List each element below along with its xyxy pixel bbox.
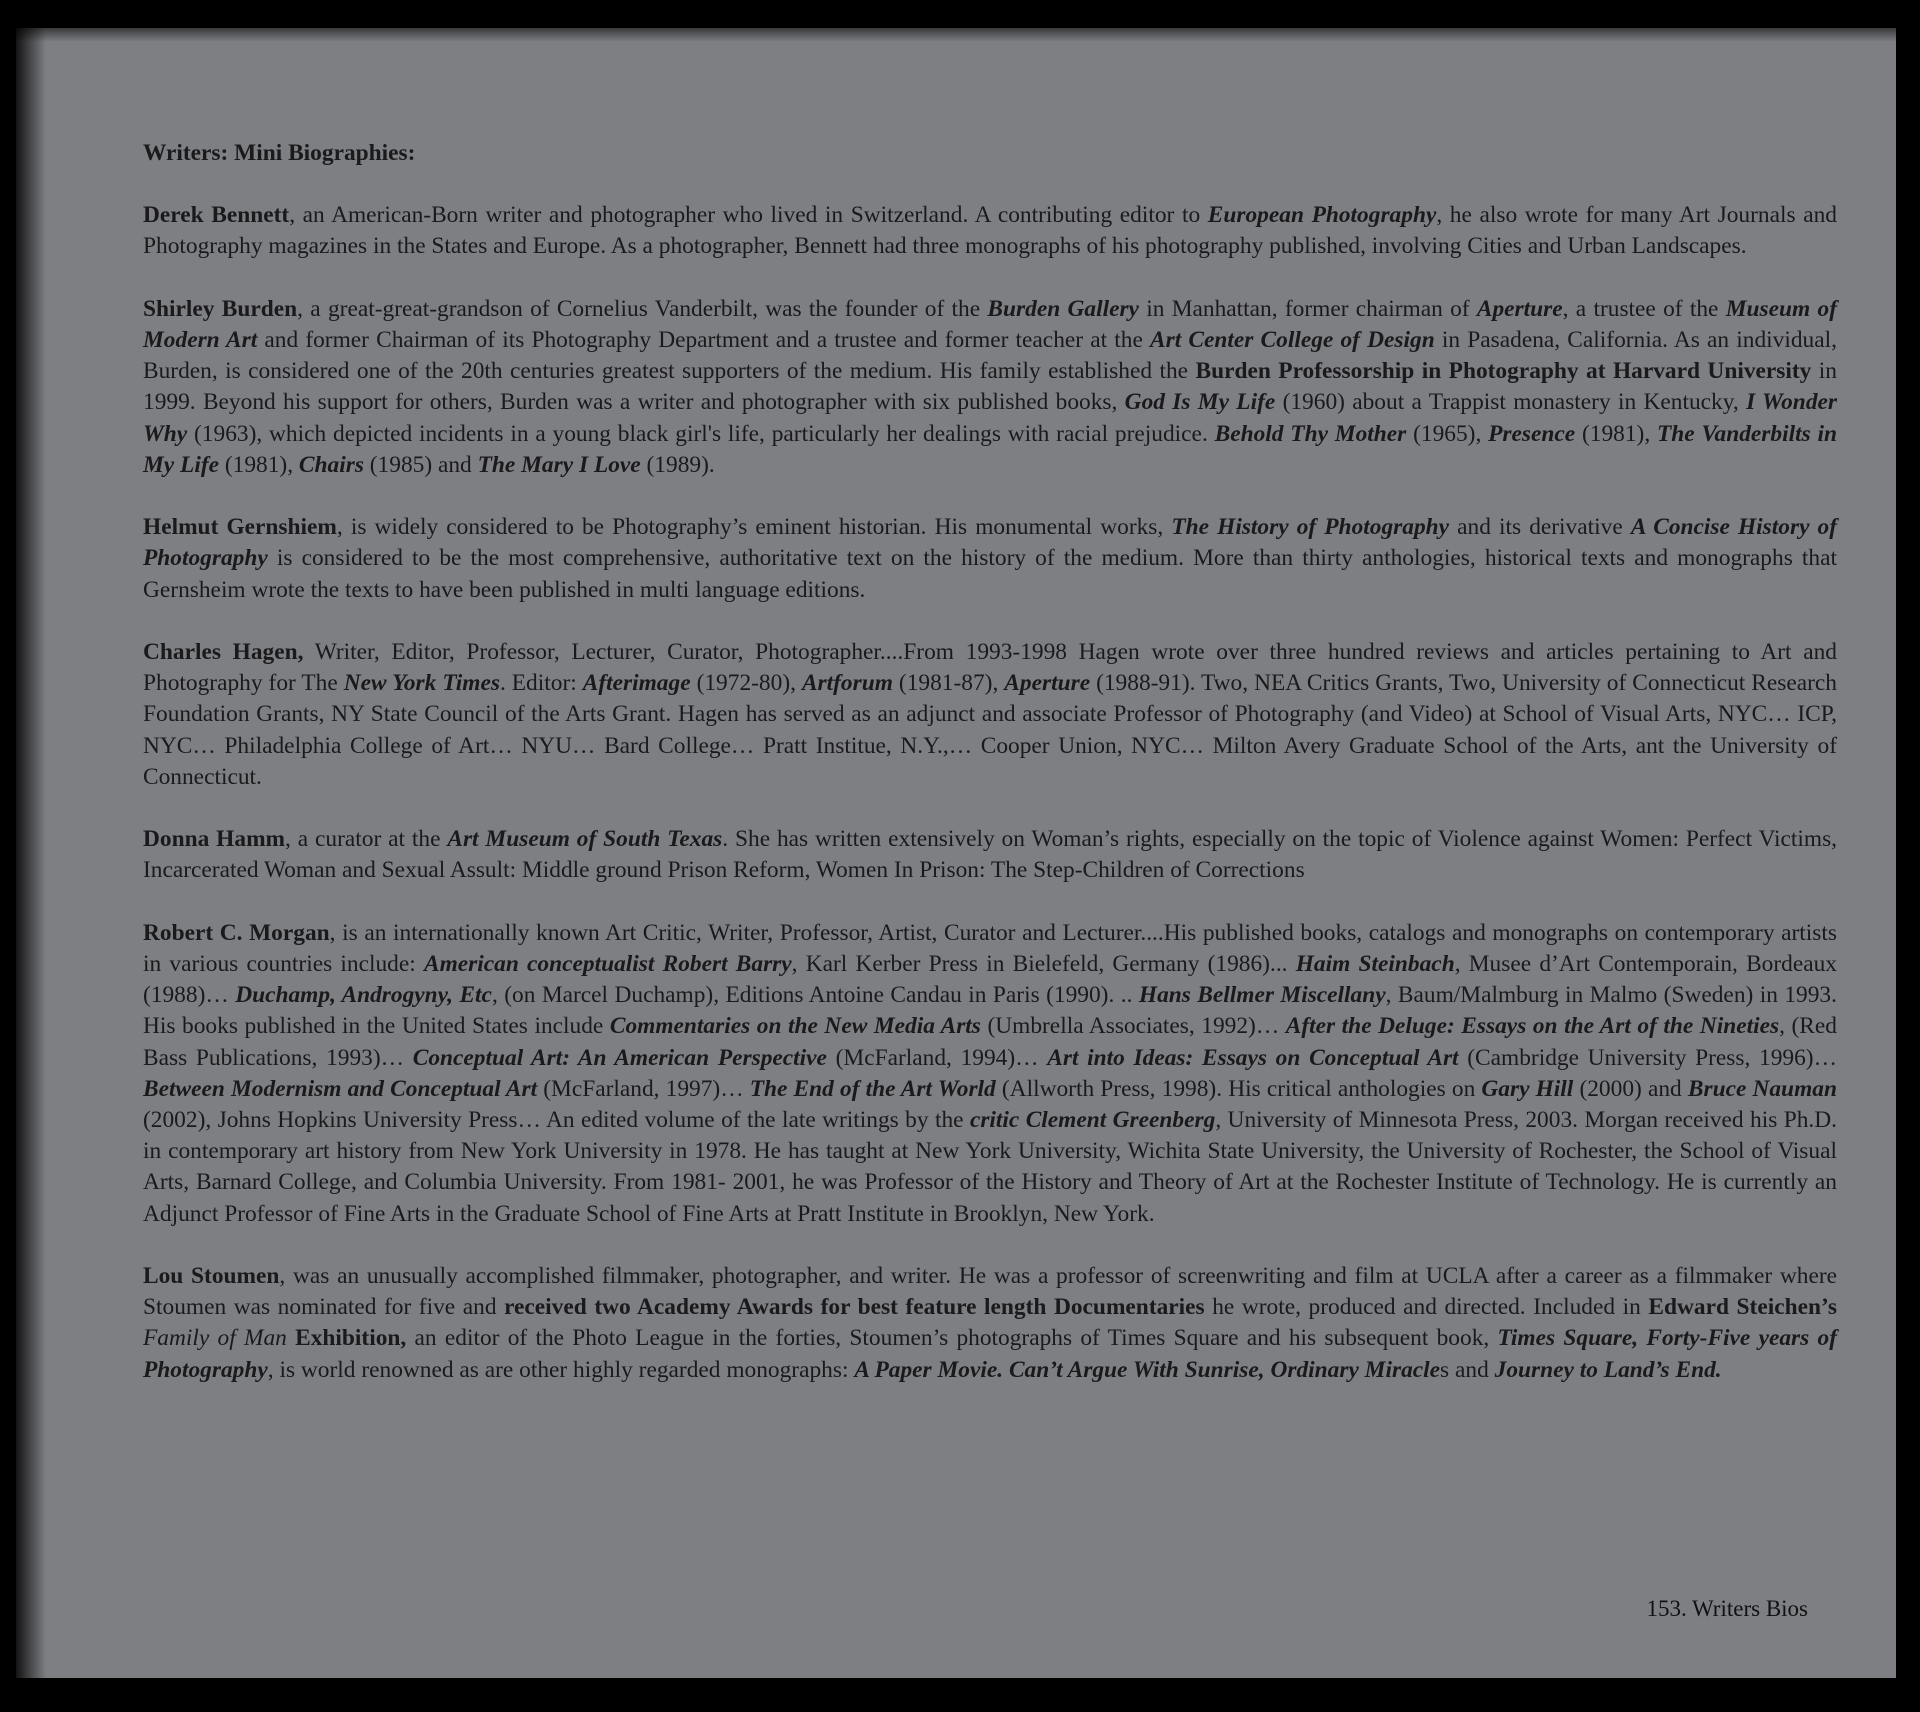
bio-text: , an American-Born writer and photographer who lived in Switzerland. A contributing editor to [289, 202, 1208, 229]
bio-title: American conceptualist Robert Barry [423, 951, 792, 977]
bio-name: Shirley Burden [143, 295, 298, 322]
bio-paragraph-helmut-gernshiem [143, 512, 1837, 606]
bio-paragraph-derek-bennett [143, 200, 1837, 262]
bio-title: Burden Gallery [987, 295, 1139, 322]
bio-emphasis: Edward Steichen’s [1648, 1294, 1838, 1321]
bio-text: , he also wrote for many Art Journals and Photography magazines in the States and Europe. As a photographer, Bennett had three monographs of his photography published, involving Cities and Urban Landscapes. [143, 202, 1837, 260]
bio-title: Aperture [1476, 295, 1563, 322]
bio-text: (2000) and [1573, 1075, 1688, 1102]
bio-text: , Karl Kerber Press in Bielefeld, Germany (1986)... [791, 951, 1296, 977]
bio-text: in Pasadena, California. As an individual, Burden, is considered one of the 20th centuries greatest supporters of the medium. His family established the [143, 327, 1837, 385]
bio-title: Museum of Modern Art [143, 295, 1837, 353]
bio-text: , University of Minnesota Press, 2003. Morgan received his Ph.D. in contemporary art history from New York University in 1978. He has taught at New York University, Wichita State University, the University of Rochester, the School of Visual Arts, Barnard College, and Columbia University. From 1981- 2001, he was Professor of the History and Theory of Art at the Rochester Institute of Technology. He is currently an Adjunct Professor of Fine Arts in the Graduate School of Fine Arts at Pratt Institute in Brooklyn, New York. [143, 1107, 1838, 1227]
bio-title: A Paper Movie. Can’t Argue With Sunrise, Ordinary Miracle [854, 1356, 1441, 1383]
bio-name: Helmut Gernshiem [143, 514, 337, 541]
bio-title: God Is My Life [1124, 389, 1276, 416]
bio-title: Presence [1488, 420, 1576, 447]
bio-name: Lou Stoumen [143, 1263, 280, 1290]
bio-text: , a curator at the [285, 826, 448, 853]
bio-title: The Vanderbilts in My Life [143, 420, 1837, 478]
bio-text: in Manhattan, former chairman of [1138, 295, 1477, 322]
bio-title: Afterimage [582, 670, 691, 697]
bio-text: (1963), which depicted incidents in a young black girl's life, particularly her dealings with racial prejudice. [187, 420, 1215, 447]
bio-text: (1985) and [363, 451, 478, 478]
bio-text: (1960) about a Trappist monastery in Kentucky, [1275, 389, 1747, 416]
bio-text: , is widely considered to be Photography’s eminent historian. His monumental works, [336, 514, 1172, 541]
bio-title: New York Times [343, 670, 500, 697]
bio-paragraph-charles-hagen [143, 637, 1837, 793]
bio-emphasis: Burden Professorship in Photography at Harvard University [1195, 358, 1812, 385]
page-number: 153. Writers Bios [1646, 1596, 1808, 1621]
bio-text: , is an internationally known Art Critic, Writer, Professor, Artist, Curator and Lecturer....His published books, catalogs and monographs on contemporary artists in various countries include: [143, 919, 1837, 977]
bio-text: (1988-91). Two, NEA Critics Grants, Two, University of Connecticut Research Foundation Grants, NY State Council of the Arts Grant. Hagen has served as an adjunct and associate Professor of Photography (and Video) at School of Visual Arts, NYC… ICP, NYC… Philadelphia College of Art… NYU… Bard College… Pratt Institue, N.Y.,… Cooper Union, NYC… Milton Avery Graduate School of the Arts, ant the University of Connecticut. [143, 670, 1837, 790]
bio-text: he wrote, produced and directed. Included in [1204, 1294, 1649, 1321]
document-body [143, 138, 1837, 1417]
document-page [16, 28, 1896, 1678]
bio-text: is considered to be the most comprehensive, authoritative text on the history of the medium. More than thirty anthologies, historical texts and monographs that Gernsheim wrote the texts to have been published in multi language editions. [143, 545, 1837, 603]
bio-title: A Concise History of Photography [143, 514, 1838, 572]
bio-text: Writer, Editor, Professor, Lecturer, Curator, Photographer....From 1993-1998 Hagen wrote over three hundred reviews and articles pertaining to Art and Photography for The [143, 639, 1837, 697]
bio-text: (1981), [219, 451, 299, 478]
bio-text: (1972-80), [690, 670, 802, 697]
bio-text: (McFarland, 1994)… [826, 1044, 1048, 1071]
bio-name: Charles Hagen, [143, 639, 304, 665]
bio-title: Times Square, Forty-Five years of Photography [143, 1325, 1837, 1383]
bio-name: Robert C. Morgan [143, 919, 330, 946]
bio-title: Behold Thy Mother [1214, 420, 1407, 447]
bio-text: and its derivative [1449, 514, 1631, 541]
bio-text: (1965), [1406, 420, 1489, 447]
bio-title: Conceptual Art: An American Perspective [412, 1044, 827, 1071]
bio-text: , (Red Bass Publications, 1993)… [143, 1013, 1837, 1071]
bio-title: European Photography [1207, 202, 1437, 229]
bio-title: critic Clement Greenberg [969, 1107, 1216, 1134]
bio-title: Hans Bellmer Miscellany [1138, 982, 1386, 1009]
bio-text: (1981-87), [892, 670, 1005, 697]
bio-title: Art Museum of South Texas [447, 826, 723, 853]
bio-title: The History of Photography [1171, 514, 1450, 541]
bio-text: (Umbrella Associates, 1992)… [980, 1013, 1286, 1040]
bio-text: , a great-great-grandson of Cornelius Vanderbilt, was the founder of the [297, 295, 988, 322]
bio-title: The Mary I Love [477, 451, 641, 478]
bio-title: Haim Steinbach [1295, 951, 1455, 977]
bio-text: . She has written extensively on Woman’s rights, especially on the topic of Violence against Women: Perfect Victims, Incarcerated Woman and Sexual Assult: Middle ground Prison Reform, Women In Prison: The Step-Children of Corrections [143, 826, 1838, 884]
bio-text: an editor of the Photo League in the forties, Stoumen’s photographs of Times Square and his subsequent book, [406, 1325, 1498, 1352]
bio-title: Artforum [801, 670, 893, 697]
bio-title: Aperture [1004, 670, 1091, 697]
bio-text: , Baum/Malmburg in Malmo (Sweden) in 1993. His books published in the United States include [143, 982, 1837, 1040]
bio-title: Journey to Land’s End. [1494, 1356, 1722, 1383]
bio-title: The End of the Art World [749, 1075, 996, 1102]
bio-text: (2002), Johns Hopkins University Press… An edited volume of the late writings by the [143, 1107, 970, 1134]
bio-title: Commentaries on the New Media Arts [609, 1013, 981, 1040]
bio-title: Gary Hill [1481, 1075, 1574, 1102]
bio-text: (McFarland, 1997)… [537, 1075, 750, 1102]
bio-title: Bruce Nauman [1687, 1075, 1837, 1102]
bio-title: Duchamp, Androgyny, Etc [235, 982, 492, 1009]
bio-paragraph-robert-c-morgan [143, 918, 1837, 1230]
bio-emphasis: received two Academy Awards for best feature length Documentaries [504, 1294, 1205, 1321]
bio-title: After the Deluge: Essays on the Art of the Nineties [1285, 1013, 1780, 1040]
bio-text: , Musee d’Art Contemporain, Bordeaux (1988)… [143, 951, 1837, 1009]
bio-paragraph-donna-hamm [143, 824, 1837, 886]
bio-text: (1981), [1575, 420, 1657, 447]
bio-name: Donna Hamm [143, 826, 286, 853]
page-heading: Writers: Mini Biographies: [143, 140, 416, 166]
bio-text: , a trustee of the [1562, 295, 1726, 322]
bio-text: in 1999. Beyond his support for others, Burden was a writer and photographer with six published books, [143, 358, 1837, 416]
bio-text: (1989). [640, 451, 715, 478]
bio-text: , was an unusually accomplished filmmaker, photographer, and writer. He was a professor of screenwriting and film at UCLA after a career as a filmmaker where Stoumen was nominated for five and [143, 1263, 1837, 1321]
bio-name: Derek Bennett [143, 202, 290, 229]
bio-paragraph-shirley-burden [143, 294, 1837, 481]
bio-title: Chairs [298, 451, 364, 478]
bio-title: Art Center College of Design [1150, 327, 1435, 353]
bio-emphasis: Exhibition, [286, 1325, 407, 1352]
bio-text: and former Chairman of its Photography Department and a trustee and former teacher at the [257, 327, 1151, 353]
bio-text: , is world renowned as are other highly regarded monographs: [267, 1356, 855, 1383]
bio-title: I Wonder Why [143, 389, 1838, 447]
bio-text: . Editor: [499, 670, 583, 697]
bio-title: Art into Ideas: Essays on Conceptual Art [1047, 1044, 1459, 1071]
bio-text: s and [1440, 1356, 1495, 1383]
bio-paragraph-lou-stoumen [143, 1261, 1837, 1386]
bio-title: Between Modernism and Conceptual Art [143, 1075, 538, 1102]
bio-title: Family of Man [143, 1325, 287, 1352]
bio-text: (Cambridge University Press, 1996)… [1458, 1044, 1837, 1071]
bio-text: (Allworth Press, 1998). His critical anthologies on [995, 1075, 1482, 1102]
bio-text: , (on Marcel Duchamp), Editions Antoine Candau in Paris (1990). .. [491, 982, 1139, 1009]
